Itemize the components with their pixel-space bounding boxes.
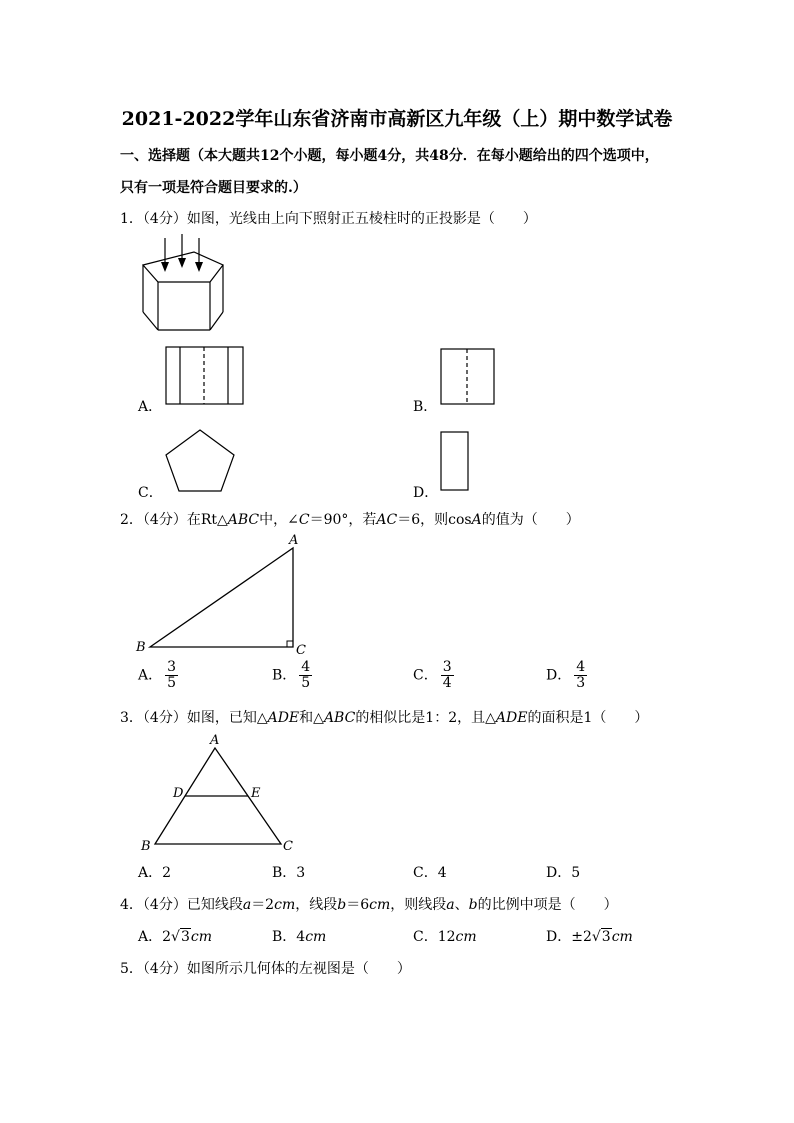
q1-option-b-label[interactable]: B． (413, 399, 438, 415)
q2-vertex-b: B (136, 640, 146, 655)
q3-option-b[interactable]: B．3 (272, 865, 306, 881)
question-4-stem: 4．（4分）已知线段a＝2cm，线段b＝6cm，则线段a、b的比例中项是（ ） (120, 897, 618, 913)
q2-option-a[interactable]: A． $\frac{3}{5}$ (138, 659, 177, 691)
q2-option-c[interactable]: C． $\frac{3}{4}$ (413, 659, 452, 691)
q4-option-c[interactable]: C．12cm (413, 929, 477, 945)
q3-point-e: E (251, 786, 261, 801)
q3-option-d[interactable]: D．5 (546, 865, 581, 881)
q3-vertex-c: C (283, 839, 293, 852)
prism-top-face (143, 252, 223, 282)
q4-option-a[interactable]: A．2√3cm (138, 929, 212, 945)
q2-option-d[interactable]: D． $\frac{4}{3}$ (546, 659, 586, 691)
question-1-stem: 1．（4分）如图，光线由上向下照射正五棱柱时的正投影是（ ） (120, 211, 537, 227)
q4-option-d[interactable]: D．±2√3cm (546, 929, 633, 945)
section-header-line2: 只有一项是符合题目要求的.） (120, 180, 307, 196)
question-2-stem: 2．（4分）在Rt△ABC中，∠C＝90°，若AC＝6，则cosA的值为（ ） (120, 512, 580, 528)
q2-right-triangle-figure (130, 530, 315, 658)
q1-prism-figure (130, 230, 240, 335)
q3-option-c[interactable]: C．4 (413, 865, 447, 881)
q3-vertex-b: B (141, 839, 151, 852)
q1-option-c-label[interactable]: C． (138, 485, 163, 501)
q4-option-b[interactable]: B．4cm (272, 929, 327, 945)
page-title: 2021-2022学年山东省济南市高新区九年级（上）期中数学试卷 (121, 108, 673, 130)
question-5-stem: 5．（4分）如图所示几何体的左视图是（ ） (120, 961, 411, 977)
q3-triangle-figure (135, 730, 305, 852)
question-3-stem: 3．（4分）如图，已知△ADE和△ABC的相似比是1：2，且△ADE的面积是1（ ） (120, 710, 649, 726)
q2-vertex-a: A (289, 533, 299, 548)
q2-vertex-c: C (296, 643, 306, 658)
q1-option-a-figure[interactable] (164, 345, 246, 407)
q3-point-d: D (173, 786, 184, 801)
q3-option-a[interactable]: A．2 (138, 865, 172, 881)
q1-option-d-figure[interactable] (439, 430, 471, 493)
q1-option-b-figure[interactable] (439, 347, 497, 407)
q1-option-d-label[interactable]: D． (413, 485, 439, 501)
q2-option-b[interactable]: B． $\frac{4}{5}$ (272, 659, 311, 691)
q1-option-a-label[interactable]: A． (138, 399, 163, 415)
q3-vertex-a: A (210, 733, 220, 748)
section-header-line1: 一、选择题（本大题共12个小题，每小题4分，共48分．在每小题给出的四个选项中， (120, 148, 659, 164)
q1-option-c-figure[interactable] (163, 427, 238, 495)
